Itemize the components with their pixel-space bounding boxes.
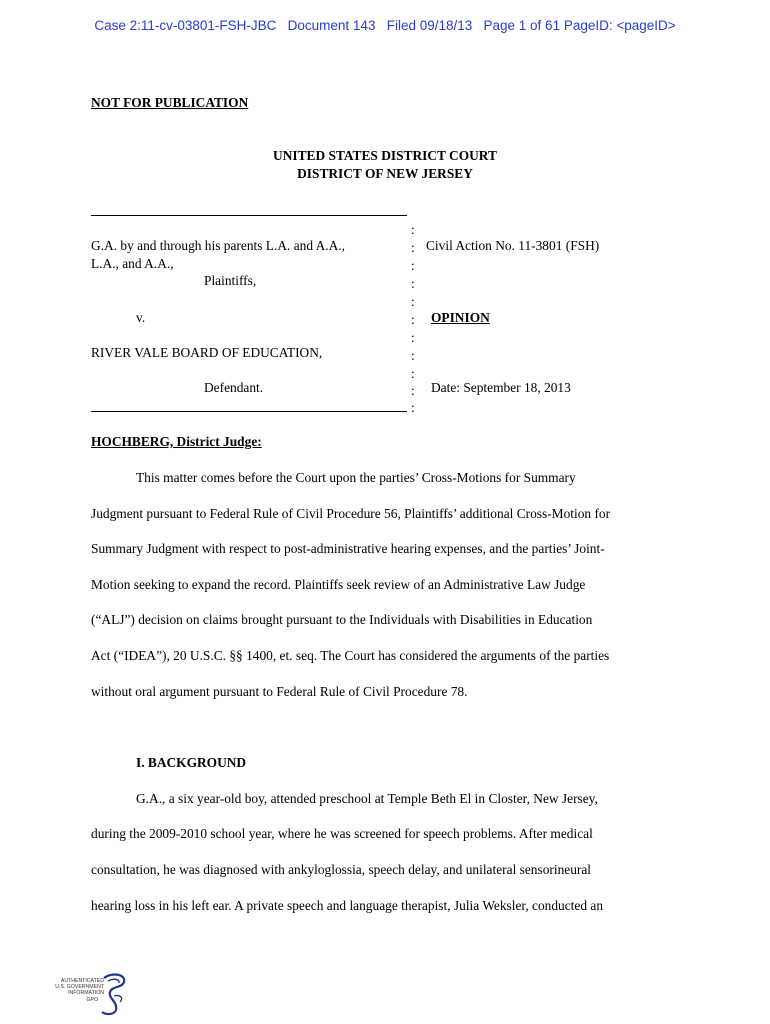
paragraph-line: hearing loss in his left ear. A private speech and language therapist, Julia Weksler, conducted an: [91, 898, 604, 913]
paragraph-line: Judgment pursuant to Federal Rule of Civil Procedure 56, Plaintiffs’ additional Cross-Motion for: [91, 506, 611, 521]
defendant-name: RIVER VALE BOARD OF EDUCATION,: [91, 345, 323, 360]
case-header: Case 2:11-cv-03801-FSH-JBC Document 143 Filed 09/18/13 Page 1 of 61 PageID: <pageID>: [94, 18, 676, 33]
document-type: OPINION: [431, 310, 490, 325]
paragraph-line: Motion seeking to expand the record. Plaintiffs seek review of an Administrative Law Judge: [91, 577, 586, 592]
defendant-label: Defendant.: [204, 380, 264, 395]
paragraph-line: consultation, he was diagnosed with ankyloglossia, speech delay, and unilateral sensorineural: [91, 862, 592, 877]
paragraph-line: Act (“IDEA”), 20 U.S.C. §§ 1400, et. seq. The Court has considered the arguments of the parties: [91, 648, 610, 663]
paragraph-line: (“ALJ”) decision on claims brought pursuant to the Individuals with Disabilities in Education: [91, 612, 593, 627]
caption-colon: :: [411, 276, 415, 291]
court-district: DISTRICT OF NEW JERSEY: [297, 166, 473, 181]
caption-top-rule: [91, 215, 407, 216]
caption-colon: :: [411, 222, 415, 237]
caption-colon: :: [411, 240, 415, 255]
caption-colon: :: [411, 348, 415, 363]
seal-text-line: GPO: [86, 997, 98, 1003]
caption-colon: :: [411, 366, 415, 381]
court-name: UNITED STATES DISTRICT COURT: [273, 148, 497, 163]
caption-colon: :: [411, 383, 415, 398]
caption-colon: :: [411, 330, 415, 345]
caption-colon: :: [411, 294, 415, 309]
caption-colon: :: [411, 258, 415, 273]
paragraph-line: Summary Judgment with respect to post-administrative hearing expenses, and the parties’ Joint-: [91, 541, 605, 556]
section-heading: I. BACKGROUND: [136, 755, 247, 770]
paragraph-line: during the 2009-2010 school year, where he was screened for speech problems. After medical: [91, 826, 593, 841]
plaintiffs-label: Plaintiffs,: [204, 273, 257, 288]
paragraph-line: without oral argument pursuant to Federal Rule of Civil Procedure 78.: [91, 684, 468, 699]
caption-bottom-rule: [91, 411, 407, 412]
seal-text-line: INFORMATION: [68, 990, 104, 996]
opinion-date: Date: September 18, 2013: [431, 380, 571, 395]
paragraph-line: G.A., a six year-old boy, attended preschool at Temple Beth El in Closter, New Jersey,: [136, 791, 598, 806]
plaintiff-names-cont: L.A., and A.A.,: [91, 256, 174, 271]
judge-heading: HOCHBERG, District Judge:: [91, 434, 262, 449]
civil-action-number: Civil Action No. 11-3801 (FSH): [426, 238, 600, 253]
gpo-eagle-icon: [98, 972, 130, 1016]
caption-colon: :: [411, 400, 415, 415]
paragraph-line: This matter comes before the Court upon the parties’ Cross-Motions for Summary: [136, 470, 576, 485]
plaintiff-names: G.A. by and through his parents L.A. and A.A.,: [91, 238, 346, 253]
versus: v.: [136, 310, 146, 325]
not-for-publication: NOT FOR PUBLICATION: [91, 95, 249, 110]
seal-text-line: AUTHENTICATED: [60, 978, 104, 984]
seal-text-line: U.S. GOVERNMENT: [55, 984, 104, 990]
caption-colon: :: [411, 312, 415, 327]
